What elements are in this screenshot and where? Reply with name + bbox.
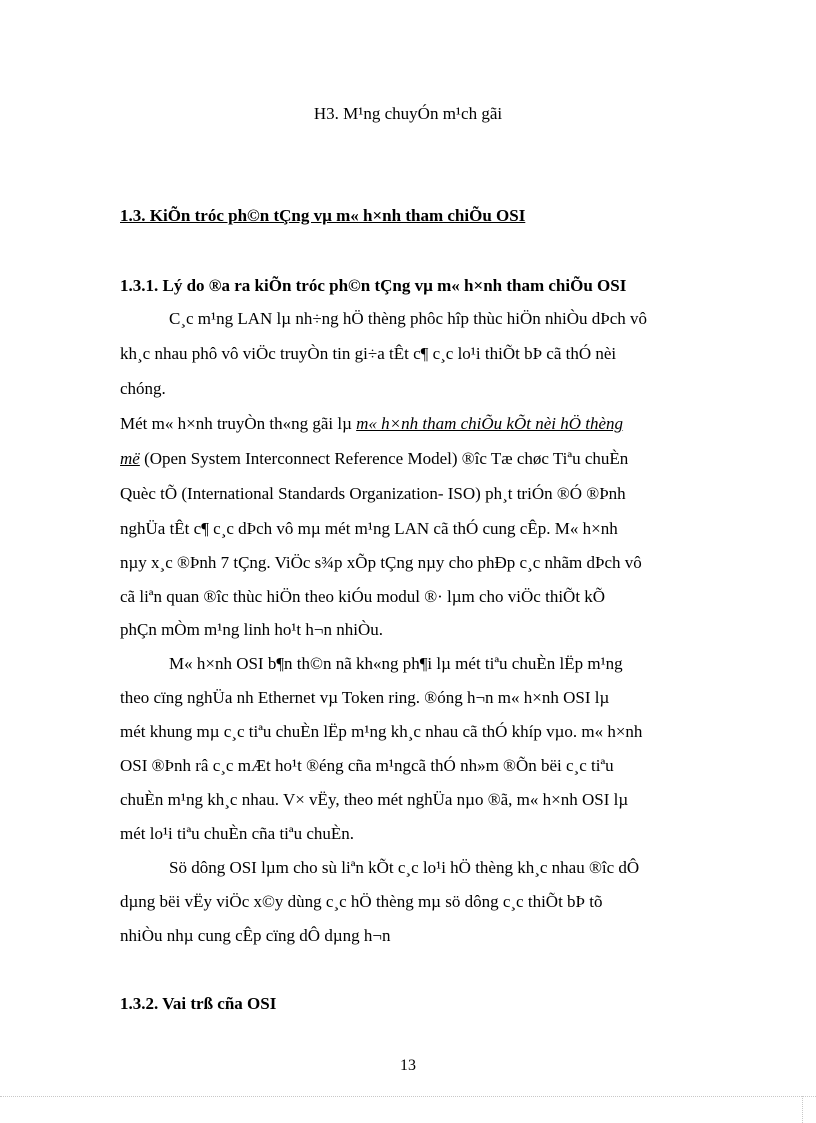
page-number: 13 (400, 1057, 416, 1074)
body-line: phÇn mÒm m¹ng linh ho¹t h¬n nhiÒu. (120, 620, 383, 639)
body-line: M« h×nh OSI b¶n th©n nã kh«ng ph¶i lµ mét tiªu chuÈn lËp m¹ng (169, 654, 623, 673)
body-line (120, 414, 623, 434)
figure-caption: H3. M¹ng chuyÓn m¹ch gãi (313, 104, 503, 123)
body-line: nhiÒu nhµ cung cÊp cïng dÔ dµng h¬n (120, 926, 391, 945)
body-line: Quèc tÕ (International Standards Organization- ISO) ph¸t triÓn ®Ó ®Þnh (120, 484, 626, 503)
subsection-heading: 1.3.1. Lý do ®a ra kiÕn tróc ph©n tÇng vµ m« h×nh tham chiÕu OSI (120, 276, 627, 295)
body-line: chuÈn m¹ng kh¸c nhau. V× vËy, theo mét nghÜa nµo ®ã, m« h×nh OSI lµ (120, 790, 629, 809)
body-text: Mét m« h×nh truyÒn th«ng gãi lµ (120, 414, 357, 433)
body-line: OSI ®Þnh râ c¸c mÆt ho¹t ®éng cña m¹ngcã thÓ nh»m ®Õn bëi c¸c tiªu (120, 756, 614, 775)
osi-model-link[interactable]: m« h×nh tham chiÕu kÕt nèi hÖ thèng (356, 414, 624, 433)
body-line: mét khung mµ c¸c tiªu chuÈn lËp m¹ng kh¸c nhau cã thÓ khíp vµo. m« h×nh (120, 722, 643, 741)
body-line: nµy x¸c ®Þnh 7 tÇng. ViÖc s¾p xÕp tÇng nµy cho phÐp c¸c nhãm dÞch vô (120, 553, 642, 572)
body-line: kh¸c nhau phô vô viÖc truyÒn tin gi÷a tÊt c¶ c¸c lo¹i thiÕt bÞ cã thÓ nèi (120, 344, 617, 363)
section-heading: 1.3. KiÕn tróc ph©n tÇng vµ m« h×nh tham chiÕu OSI (120, 206, 526, 225)
body-line: nghÜa tÊt c¶ c¸c dÞch vô mµ mét m¹ng LAN cã thÓ cung cÊp. M« h×nh (120, 519, 618, 538)
body-line: chóng. (120, 379, 166, 398)
body-line: C¸c m¹ng LAN lµ nh÷ng hÖ thèng phôc hîp thùc hiÖn nhiÒu dÞch vô (169, 309, 647, 328)
body-text: (Open System Interconnect Reference Model) ®îc Tæ chøc Tiªu chuÈn (139, 449, 629, 468)
body-line: theo cïng nghÜa nh Ethernet vµ Token ring. ®óng h¬n m« h×nh OSI lµ (120, 688, 610, 707)
margin-divider (802, 1096, 803, 1123)
osi-model-link-continued[interactable]: më (120, 449, 140, 468)
body-line: dµng bëi vËy viÖc x©y dùng c¸c hÖ thèng mµ sö dông c¸c thiÕt bÞ tõ (120, 892, 603, 911)
subsection-heading: 1.3.2. Vai trß cña OSI (120, 994, 277, 1013)
body-line: Sö dông OSI lµm cho sù liªn kÕt c¸c lo¹i hÖ thèng kh¸c nhau ®îc dÔ (169, 858, 640, 877)
footer-divider (0, 1096, 816, 1097)
body-line: mét lo¹i tiªu chuÈn cña tiªu chuÈn. (120, 824, 355, 843)
body-line: cã liªn quan ®îc thùc hiÖn theo kiÓu modul ®· lµm cho viÖc thiÕt kÕ (120, 587, 606, 606)
body-line (120, 449, 628, 469)
